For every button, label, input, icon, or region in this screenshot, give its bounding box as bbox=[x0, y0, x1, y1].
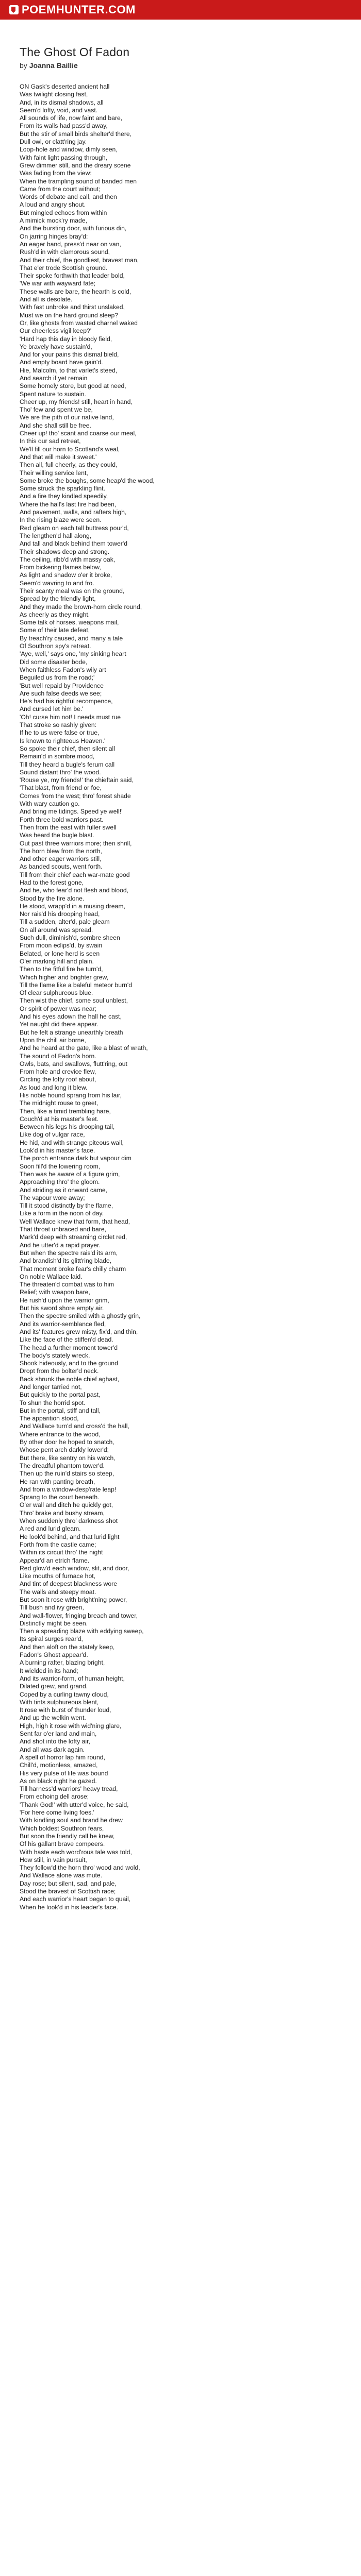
poem-line: Their shadows deep and strong. bbox=[20, 548, 110, 555]
poem-line: Then the spectre smiled with a ghostly grin, bbox=[20, 1312, 141, 1320]
poem-line: Till it stood distinctly by the flame, bbox=[20, 1202, 113, 1210]
poem-line: Must we on the hard ground sleep? bbox=[20, 311, 119, 319]
poem-line: Coped by a curling tawny cloud, bbox=[20, 1690, 109, 1698]
poem-line: His very pulse of life was bound bbox=[20, 1769, 108, 1777]
poem-line: Sent far o'er land and main, bbox=[20, 1730, 97, 1738]
poem-line: Yet naught did there appear. bbox=[20, 1021, 99, 1028]
poem-line: Dropt from the bolter'd neck. bbox=[20, 1367, 99, 1375]
poem-line: By treach'ry caused, and many a tale bbox=[20, 634, 123, 642]
poem-line: From hole and crevice flew, bbox=[20, 1068, 96, 1076]
poem-line: O'er marking hill and plain. bbox=[20, 957, 94, 965]
poem-line: Beguiled us from the road;' bbox=[20, 674, 95, 682]
poem-line: With faint light passing through, bbox=[20, 154, 108, 161]
poem-line: The ceiling, ribb'd with massy oak, bbox=[20, 555, 116, 563]
poem-line: It rose with burst of thunder loud, bbox=[20, 1706, 111, 1714]
poem-line: Then to the fitful fire he turn'd, bbox=[20, 965, 103, 973]
poem-line: Forth from the castle came; bbox=[20, 1540, 96, 1548]
poem-line: As banded scouts, went forth. bbox=[20, 863, 103, 871]
poem-line: Some talk of horses, weapons mail, bbox=[20, 619, 119, 626]
poem-line: Spent nature to sustain. bbox=[20, 390, 86, 398]
poem-line: Like a form in the noon of day. bbox=[20, 1210, 104, 1217]
poem-line: Well Wallace knew that form, that head, bbox=[20, 1217, 130, 1225]
poem-line: 'Aye, well,' says one, 'my sinking heart bbox=[20, 650, 126, 658]
poem-line: Sound distant thro' the wood. bbox=[20, 768, 101, 776]
poem-title: The Ghost Of Fadon bbox=[20, 45, 130, 59]
poem-line: O'er wall and ditch he quickly got, bbox=[20, 1501, 113, 1509]
poem-line: Our cheerless vigil keep?' bbox=[20, 327, 92, 335]
poem-line: But he felt a strange unearthly breath bbox=[20, 1028, 123, 1036]
poem-line: The porch entrance dark but vapour dim bbox=[20, 1155, 132, 1162]
poem-line: In this our sad retreat, bbox=[20, 437, 81, 445]
poem-line: Some homely store, but good at need, bbox=[20, 382, 126, 390]
poem-line: Then all, full cheerly, as they could, bbox=[20, 461, 118, 469]
poem-line: The horn blew from the north, bbox=[20, 847, 102, 855]
poem-line: Which higher and brighter grew, bbox=[20, 973, 109, 981]
poem-line: The midnight rouse to greet, bbox=[20, 1099, 99, 1107]
poem-line: Some struck the sparkling flint. bbox=[20, 485, 105, 493]
poem-line: And all was dark again. bbox=[20, 1745, 85, 1753]
poem-line: How still, in vain pursuit, bbox=[20, 1856, 87, 1863]
poem-line: But the stir of small birds shelter'd there, bbox=[20, 130, 132, 138]
poem-line: Mark'd deep with streaming circlet red, bbox=[20, 1233, 127, 1241]
poem-line: And he, who fear'd not flesh and blood, bbox=[20, 887, 129, 894]
poem-line: Did some disaster bode, bbox=[20, 658, 88, 666]
poem-line: Like dog of vulgar race, bbox=[20, 1131, 85, 1139]
poem-line: ON Gask's deserted ancient hall bbox=[20, 83, 110, 90]
poem-line: But quickly to the portal past, bbox=[20, 1391, 101, 1399]
poem-line: Owls, bats, and swallows, flutt'ring, out bbox=[20, 1060, 127, 1067]
poem-line: Their scanty meal was on the ground, bbox=[20, 587, 125, 595]
poem-line: Shook hideously, and to the ground bbox=[20, 1360, 118, 1367]
poem-line: And other eager warriors still, bbox=[20, 855, 102, 863]
poem-line: The apparition stood, bbox=[20, 1415, 79, 1422]
poem-line: When suddenly thro' darkness shot bbox=[20, 1517, 118, 1525]
poem-line: But in the portal, stiff and tall, bbox=[20, 1406, 101, 1414]
poem-line: Distinctly might be seen. bbox=[20, 1619, 88, 1627]
poem-line: Hie, Malcolm, to that varlet's steed, bbox=[20, 366, 118, 374]
poem-line: Then a spreading blaze with eddying sweep, bbox=[20, 1628, 144, 1635]
poem-line: Till a sudden, alter'd, pale gleam bbox=[20, 918, 110, 926]
author-name[interactable]: Joanna Baillie bbox=[29, 61, 78, 70]
poem-line: Which boldest Southron fears, bbox=[20, 1824, 104, 1832]
poem-line: And its' features grew misty, fix'd, and thin, bbox=[20, 1328, 138, 1335]
poem-line: A mimick mock'ry made, bbox=[20, 217, 87, 225]
poem-line: 'We war with wayward fate; bbox=[20, 280, 96, 287]
poem-line: And Wallace alone was mute. bbox=[20, 1872, 103, 1879]
poem-line: Had to the forest gone, bbox=[20, 878, 84, 886]
poem-line: Then wist the chief, some soul unblest, bbox=[20, 997, 128, 1005]
poem-line: That throat unbraced and bare, bbox=[20, 1226, 107, 1233]
poem-line: Upon the chill air borne, bbox=[20, 1036, 86, 1044]
poem-line: With tints sulphureous blent, bbox=[20, 1698, 99, 1706]
poem-line: Seem'd wavring to and fro. bbox=[20, 579, 94, 587]
poem-line: And his eyes adown the hall he cast, bbox=[20, 1013, 122, 1021]
poem-line: And that will make it sweet.' bbox=[20, 453, 97, 461]
poem-line: Look'd in his master's face. bbox=[20, 1147, 95, 1155]
poem-line: He ran with panting breath, bbox=[20, 1478, 95, 1485]
poem-line: Cheer up! tho' scant and coarse our meal, bbox=[20, 430, 137, 437]
poem-line: And striding as it onward came, bbox=[20, 1186, 108, 1194]
poem-line: Then was he aware of a figure grim, bbox=[20, 1170, 120, 1178]
poem-line: The walls and steepy moat. bbox=[20, 1588, 96, 1596]
poem-line: And longer tarried not, bbox=[20, 1383, 82, 1391]
poem-line: And wall-flower, fringing breach and tower, bbox=[20, 1612, 138, 1619]
poem-line: And, in its dismal shadows, all bbox=[20, 98, 104, 106]
poem-line: Couch'd at his master's feet. bbox=[20, 1115, 99, 1123]
poem-line: But his sword shore empty air. bbox=[20, 1304, 104, 1312]
poem-line: Are such false deeds we see; bbox=[20, 689, 102, 697]
poem-line: Back shrunk the noble chief aghast, bbox=[20, 1375, 120, 1383]
poem-line: Belated, or lone herd is seen bbox=[20, 950, 100, 957]
poem-line: Relief; with weapon bare, bbox=[20, 1289, 90, 1296]
poem-line: Where entrance to the wood, bbox=[20, 1430, 101, 1438]
poem-line: He hid, and with strange piteous wail, bbox=[20, 1139, 124, 1146]
poem-line: And the bursting door, with furious din, bbox=[20, 225, 127, 232]
poem-line: And tint of deepest blackness wore bbox=[20, 1580, 118, 1588]
poem-line: Then, like a timid trembling hare, bbox=[20, 1107, 111, 1115]
poem-line: Between his legs his drooping tail, bbox=[20, 1123, 115, 1131]
poem-line: The vapour wore away; bbox=[20, 1194, 85, 1201]
poem-line: And bring me tidings. Speed ye well!' bbox=[20, 808, 123, 816]
poem-line: Within its circuit thro' the night bbox=[20, 1549, 103, 1556]
poem-line: Approaching thro' the gloom. bbox=[20, 1178, 100, 1186]
poem-line: From moon eclips'd, by swain bbox=[20, 942, 103, 950]
poem-line: And brandish'd its glitt'ring blade, bbox=[20, 1257, 112, 1265]
poem-line: We are the pith of our native land, bbox=[20, 414, 114, 421]
poem-line: And tall and black behind them tower'd bbox=[20, 540, 127, 548]
poem-line: 'Thank God!' with utter'd voice, he said, bbox=[20, 1801, 129, 1808]
poem-line: 'Oh! curse him not! I needs must rue bbox=[20, 713, 121, 721]
poem-line: The head a further moment tower'd bbox=[20, 1344, 118, 1351]
poem-line: Appear'd an etrich flame. bbox=[20, 1556, 90, 1564]
poem-line: It wielded in its hand; bbox=[20, 1667, 78, 1674]
poem-line: 'For here come living foes.' bbox=[20, 1809, 94, 1817]
poem-line: The threaten'd combat was to him bbox=[20, 1281, 114, 1289]
poem-line: Like the face of the stiffen'd dead. bbox=[20, 1336, 113, 1344]
poem-line: But soon the friendly call he knew, bbox=[20, 1832, 115, 1840]
poem-line: A spell of horror lap him round, bbox=[20, 1753, 105, 1761]
poem-line: And up the welkin went. bbox=[20, 1714, 86, 1722]
poem-line: 'That blast, from friend or foe, bbox=[20, 784, 102, 792]
poem-line: And for your pains this dismal bield, bbox=[20, 351, 119, 359]
poem-line: But when the spectre rais'd its arm, bbox=[20, 1249, 118, 1257]
poem-line: Dilated grew, and grand. bbox=[20, 1683, 88, 1690]
site-logo[interactable] bbox=[9, 3, 136, 16]
poem-line: From its walls had pass'd away, bbox=[20, 122, 108, 130]
poem-line: From echoing dell arose; bbox=[20, 1793, 89, 1801]
poem-line: Till they heard a bugle's ferum call bbox=[20, 760, 115, 768]
poem-line: Then up the ruin'd stairs so steep, bbox=[20, 1470, 114, 1478]
poem-line: Red glow'd each window, slit, and door, bbox=[20, 1564, 129, 1572]
poem-line: And their chief, the goodliest, bravest man, bbox=[20, 256, 139, 264]
poem-line: Nor rais'd his drooping head, bbox=[20, 910, 100, 918]
poem-line: When he look'd in his leader's face. bbox=[20, 1903, 118, 1911]
poem-line: Grew dimmer still, and the dreary scene bbox=[20, 161, 131, 169]
poem-line: Rush'd in with clamorous sound, bbox=[20, 248, 110, 256]
poem-line: Where the hall's last fire had been, bbox=[20, 500, 117, 508]
poem-line: We'll fill our horn to Scotland's weal, bbox=[20, 445, 120, 453]
poem-line: And all is desolate. bbox=[20, 296, 73, 303]
site-header bbox=[0, 0, 361, 20]
poem-line: Like mouths of furnace hot, bbox=[20, 1572, 96, 1580]
poem-line: Till bush and ivy green, bbox=[20, 1604, 84, 1612]
poem-line: Of Southron spy's retreat. bbox=[20, 642, 91, 650]
poem-line: By other door he hoped to snatch, bbox=[20, 1438, 114, 1446]
poem-line: And Wallace turn'd and cross'd the hall, bbox=[20, 1422, 129, 1430]
poem-line: Till harness'd warriors' heavy tread, bbox=[20, 1785, 118, 1793]
poem-line: Loop-hole and window, dimly seen, bbox=[20, 146, 118, 154]
poem-line: In the rising blaze were seen. bbox=[20, 516, 102, 524]
poem-line: And they made the brown-horn circle round, bbox=[20, 603, 142, 611]
poem-line: An eager band, press'd near on van, bbox=[20, 240, 121, 248]
poem-line: Was fading from the view: bbox=[20, 170, 92, 177]
poem-line: Is known to righteous Heaven.' bbox=[20, 737, 106, 744]
poem-line: And search if yet remain bbox=[20, 374, 88, 382]
poem-line: And empty board have gain'd. bbox=[20, 359, 103, 366]
poem-line: Stood the bravest of Scottish race; bbox=[20, 1887, 116, 1895]
poem-line: As on black night he gazed. bbox=[20, 1777, 97, 1785]
poem-line: And its warrior-form, of human height, bbox=[20, 1674, 125, 1682]
poem-line: Or, like ghosts from wasted charnel waked bbox=[20, 319, 138, 327]
poem-line: Came from the court without; bbox=[20, 185, 101, 193]
poem-line: Or spirit of power was near; bbox=[20, 1005, 97, 1012]
poem-line: Seem'd lofty, void, and vast. bbox=[20, 106, 98, 114]
poem-line: High, high it rose with wid'ning glare, bbox=[20, 1722, 122, 1730]
poem-line: That moment broke fear's chilly charm bbox=[20, 1265, 126, 1273]
poem-line: As cheerly as they might. bbox=[20, 611, 90, 618]
poem-line: But soon it rose with bright'ning power, bbox=[20, 1596, 127, 1603]
poem-line: If he to us were false or true, bbox=[20, 729, 100, 737]
poem-line: Cheer up, my friends! still, heart in hand, bbox=[20, 398, 133, 405]
poem-line: Fadon's Ghost appear'd. bbox=[20, 1651, 88, 1659]
poem-line: Comes from the west; thro' forest shade bbox=[20, 792, 131, 800]
poem-line: When the trampling sound of banded men bbox=[20, 177, 137, 185]
poem-line: A burning rafter, blazing bright, bbox=[20, 1659, 105, 1667]
poem-content bbox=[0, 20, 361, 1911]
poem-line: And she shall still be free. bbox=[20, 421, 91, 429]
poem-line: Day rose; but silent, sad, and pale, bbox=[20, 1879, 117, 1887]
poem-line: With haste each word'rous tale was told, bbox=[20, 1848, 132, 1856]
poem-line: Its spiral surges rear'd, bbox=[20, 1635, 83, 1643]
poem-line: And he heard at the gate, like a blast of wrath, bbox=[20, 1044, 148, 1052]
poem-line: Remain'd in sombre mood, bbox=[20, 753, 95, 760]
poem-line: 'But well repaid by Providence bbox=[20, 682, 104, 689]
poem-line: Of his gallant brave compeers. bbox=[20, 1840, 105, 1848]
poem-line: Of clear sulphureous blue. bbox=[20, 989, 93, 997]
poem-line: Some of their late defeat, bbox=[20, 626, 90, 634]
poem-line: Their spoke forthwith that leader bold, bbox=[20, 272, 125, 280]
poem-line: So spoke their chief, then silent all bbox=[20, 744, 115, 752]
poem-line: With wary caution go. bbox=[20, 800, 80, 808]
poem-line: And each warrior's heart began to quail, bbox=[20, 1895, 131, 1903]
poem-line: To shun the horrid spot. bbox=[20, 1399, 86, 1406]
poem-line: When faithless Fadon's wily art bbox=[20, 666, 106, 673]
poem-line: The dreadful phantom tower'd. bbox=[20, 1462, 105, 1469]
poem-line: The sound of Fadon's horn. bbox=[20, 1052, 96, 1060]
poem-line: Circling the lofty roof about, bbox=[20, 1076, 96, 1083]
poem-line: From bickering flames below, bbox=[20, 564, 101, 571]
poem-line: He stood, wrapp'd in a musing dream, bbox=[20, 902, 125, 910]
poem-line: All sounds of life, now faint and bare, bbox=[20, 114, 123, 122]
poem-line: And then aloft on the stately keep, bbox=[20, 1643, 115, 1651]
poem-line: Was heard the bugle blast. bbox=[20, 832, 94, 839]
poem-line: Spread by the friendly light, bbox=[20, 595, 96, 603]
poem-line: And a fire they kindled speedily, bbox=[20, 493, 108, 500]
poem-line: The lengthen'd hall along, bbox=[20, 532, 92, 539]
poem-line: 'Hard hap this day in bloody field, bbox=[20, 335, 112, 343]
poem-line: Red gleam on each tall buttress pour'd, bbox=[20, 524, 129, 532]
poem-line: A loud and angry shout. bbox=[20, 201, 86, 209]
poem-line: But mingled echoes from within bbox=[20, 209, 107, 216]
poem-line: Stood by the fire alone. bbox=[20, 894, 85, 902]
poem-line: Words of debate and call, and then bbox=[20, 193, 117, 201]
poem-line: And he utter'd a rapid prayer. bbox=[20, 1241, 101, 1249]
poem-line: He's had his rightful recompence, bbox=[20, 698, 113, 705]
poem-line: But there, like sentry on his watch, bbox=[20, 1454, 116, 1462]
poem-line: 'Rouse ye, my friends!' the chieftain said, bbox=[20, 776, 134, 784]
poem-line: And from a window-desp'rate leap! bbox=[20, 1485, 117, 1493]
by-label: by bbox=[20, 61, 27, 70]
poem-line: On noble Wallace laid. bbox=[20, 1273, 83, 1280]
poem-line: The body's stately wreck, bbox=[20, 1351, 90, 1359]
poem-line: Soon fill'd the lowering room, bbox=[20, 1162, 101, 1170]
byline bbox=[20, 61, 341, 70]
poem-line: Forth three bold warriors past. bbox=[20, 816, 104, 823]
logo-mark-icon bbox=[9, 5, 19, 14]
poem-line: As light and shadow o'er it broke, bbox=[20, 571, 112, 579]
poem-line: A red and lurid gleam. bbox=[20, 1525, 81, 1533]
poem-line: Out past three warriors more; then shrill, bbox=[20, 839, 132, 847]
poem-line: Tho' few and spent we be, bbox=[20, 406, 93, 414]
poem-line: His noble hound sprang from his lair, bbox=[20, 1092, 122, 1099]
poem-line: And shot into the lofty air, bbox=[20, 1738, 90, 1745]
poem-line: With kindling soul and brand he drew bbox=[20, 1817, 123, 1824]
poem-line: And pavement, walls, and rafters high, bbox=[20, 509, 127, 516]
poem-line: They follow'd the horn thro' wood and wold, bbox=[20, 1864, 140, 1872]
poem-line: Thro' brake and bushy stream, bbox=[20, 1509, 105, 1517]
poem-line: Till the flame like a baleful meteor burn'd bbox=[20, 981, 132, 989]
poem-line: He look'd behind, and that lurid light bbox=[20, 1533, 120, 1540]
poem-line: Dull owl, or clatt'ring jay. bbox=[20, 138, 87, 146]
poem-body bbox=[20, 83, 341, 1911]
poem-line: That stroke so rashly given: bbox=[20, 721, 97, 729]
poem-line: Whose pent arch darkly lower'd; bbox=[20, 1446, 109, 1454]
poem-line: Some broke the boughs, some heap'd the wood, bbox=[20, 477, 155, 484]
poem-line: Ye bravely have sustain'd, bbox=[20, 343, 92, 350]
poem-line: Then from the east with fuller swell bbox=[20, 823, 117, 831]
poem-line: Their willing service lent, bbox=[20, 469, 88, 477]
poem-line: With fast unbroke and thirst unslaked, bbox=[20, 303, 125, 311]
poem-line: He rush'd upon the warrior grim, bbox=[20, 1296, 109, 1304]
site-brand: POEMHUNTER.COM bbox=[22, 3, 136, 16]
poem-line: Such dull, diminish'd, sombre sheen bbox=[20, 934, 120, 942]
poem-line: Sprang to the court beneath. bbox=[20, 1494, 100, 1501]
poem-line: And its warrior-semblance fled, bbox=[20, 1320, 106, 1328]
poem-line: As loud and long it blew. bbox=[20, 1083, 88, 1091]
poem-line: These walls are bare, the hearth is cold, bbox=[20, 287, 132, 295]
poem-line: Was twilight closing fast, bbox=[20, 91, 88, 98]
poem-line: Till from their chief each war-mate good bbox=[20, 871, 130, 878]
poem-line: Chill'd, motionless, amazed, bbox=[20, 1761, 98, 1769]
poem-line: On all around was spread. bbox=[20, 926, 93, 934]
poem-line: And cursed let him be.' bbox=[20, 705, 84, 713]
poem-line: On jarring hinges bray'd: bbox=[20, 232, 88, 240]
poem-line: That e'er trode Scottish ground. bbox=[20, 264, 108, 272]
